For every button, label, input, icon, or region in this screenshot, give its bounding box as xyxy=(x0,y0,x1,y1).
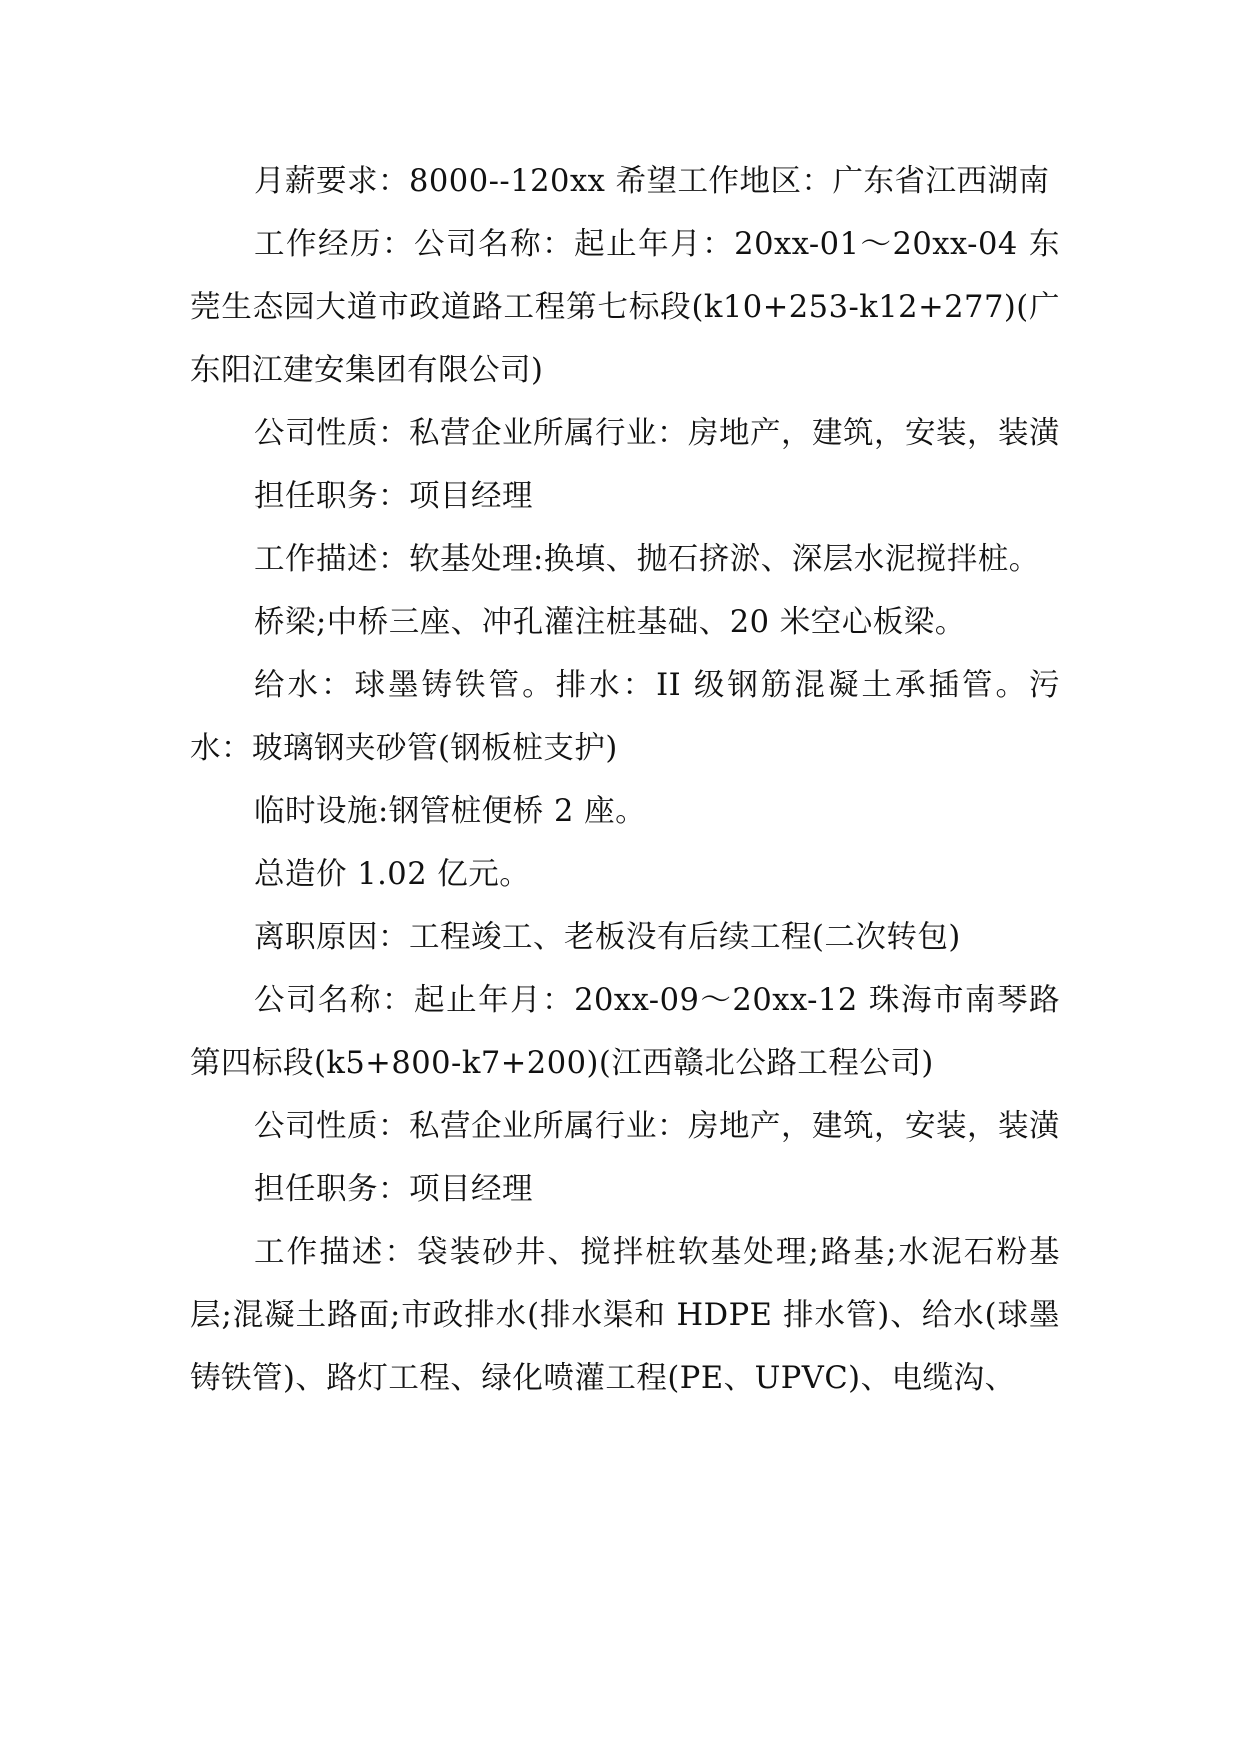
paragraph-bridges: 桥梁;中桥三座、冲孔灌注桩基础、20 米空心板梁。 xyxy=(254,605,966,640)
paragraph-temporary-facilities: 临时设施:钢管桩便桥 2 座。 xyxy=(254,794,647,829)
document-body xyxy=(190,150,1060,1410)
paragraph-leaving-reason: 离职原因：工程竣工、老板没有后续工程(二次转包) xyxy=(254,920,961,955)
paragraph-job-description-2: 工作描述：袋装砂井、搅拌桩软基处理;路基;水泥石粉基层;混凝土路面;市政排水(排水渠和 HDPE 排水管)、给水(球墨铸铁管)、路灯工程、绿化喷灌工程(PE、UPVC)、电缆沟、 xyxy=(190,1235,1060,1396)
paragraph-work-history-2: 公司名称：起止年月：20xx-09～20xx-12 珠海市南琴路第四标段(k5+800-k7+200)(江西赣北公路工程公司) xyxy=(190,983,1060,1081)
paragraph-company-nature-1: 公司性质：私营企业所属行业：房地产，建筑，安装，装潢 xyxy=(254,416,1060,451)
paragraph-work-history-1: 工作经历：公司名称：起止年月：20xx-01～20xx-04 东莞生态园大道市政道路工程第七标段(k10+253-k12+277)(广东阳江建安集团有限公司) xyxy=(190,227,1060,388)
paragraph-company-nature-2: 公司性质：私营企业所属行业：房地产，建筑，安装，装潢 xyxy=(254,1109,1060,1144)
paragraph-position-2: 担任职务：项目经理 xyxy=(254,1172,533,1207)
paragraph-salary: 月薪要求：8000--120xx 希望工作地区：广东省江西湖南 xyxy=(254,164,1050,199)
paragraph-total-cost: 总造价 1.02 亿元。 xyxy=(254,857,531,892)
paragraph-water-supply: 给水：球墨铸铁管。排水：II 级钢筋混凝土承插管。污水：玻璃钢夹砂管(钢板桩支护) xyxy=(190,668,1060,766)
paragraph-position-1: 担任职务：项目经理 xyxy=(254,479,533,514)
paragraph-job-description-1: 工作描述：软基处理:换填、抛石挤淤、深层水泥搅拌桩。 xyxy=(254,542,1040,577)
